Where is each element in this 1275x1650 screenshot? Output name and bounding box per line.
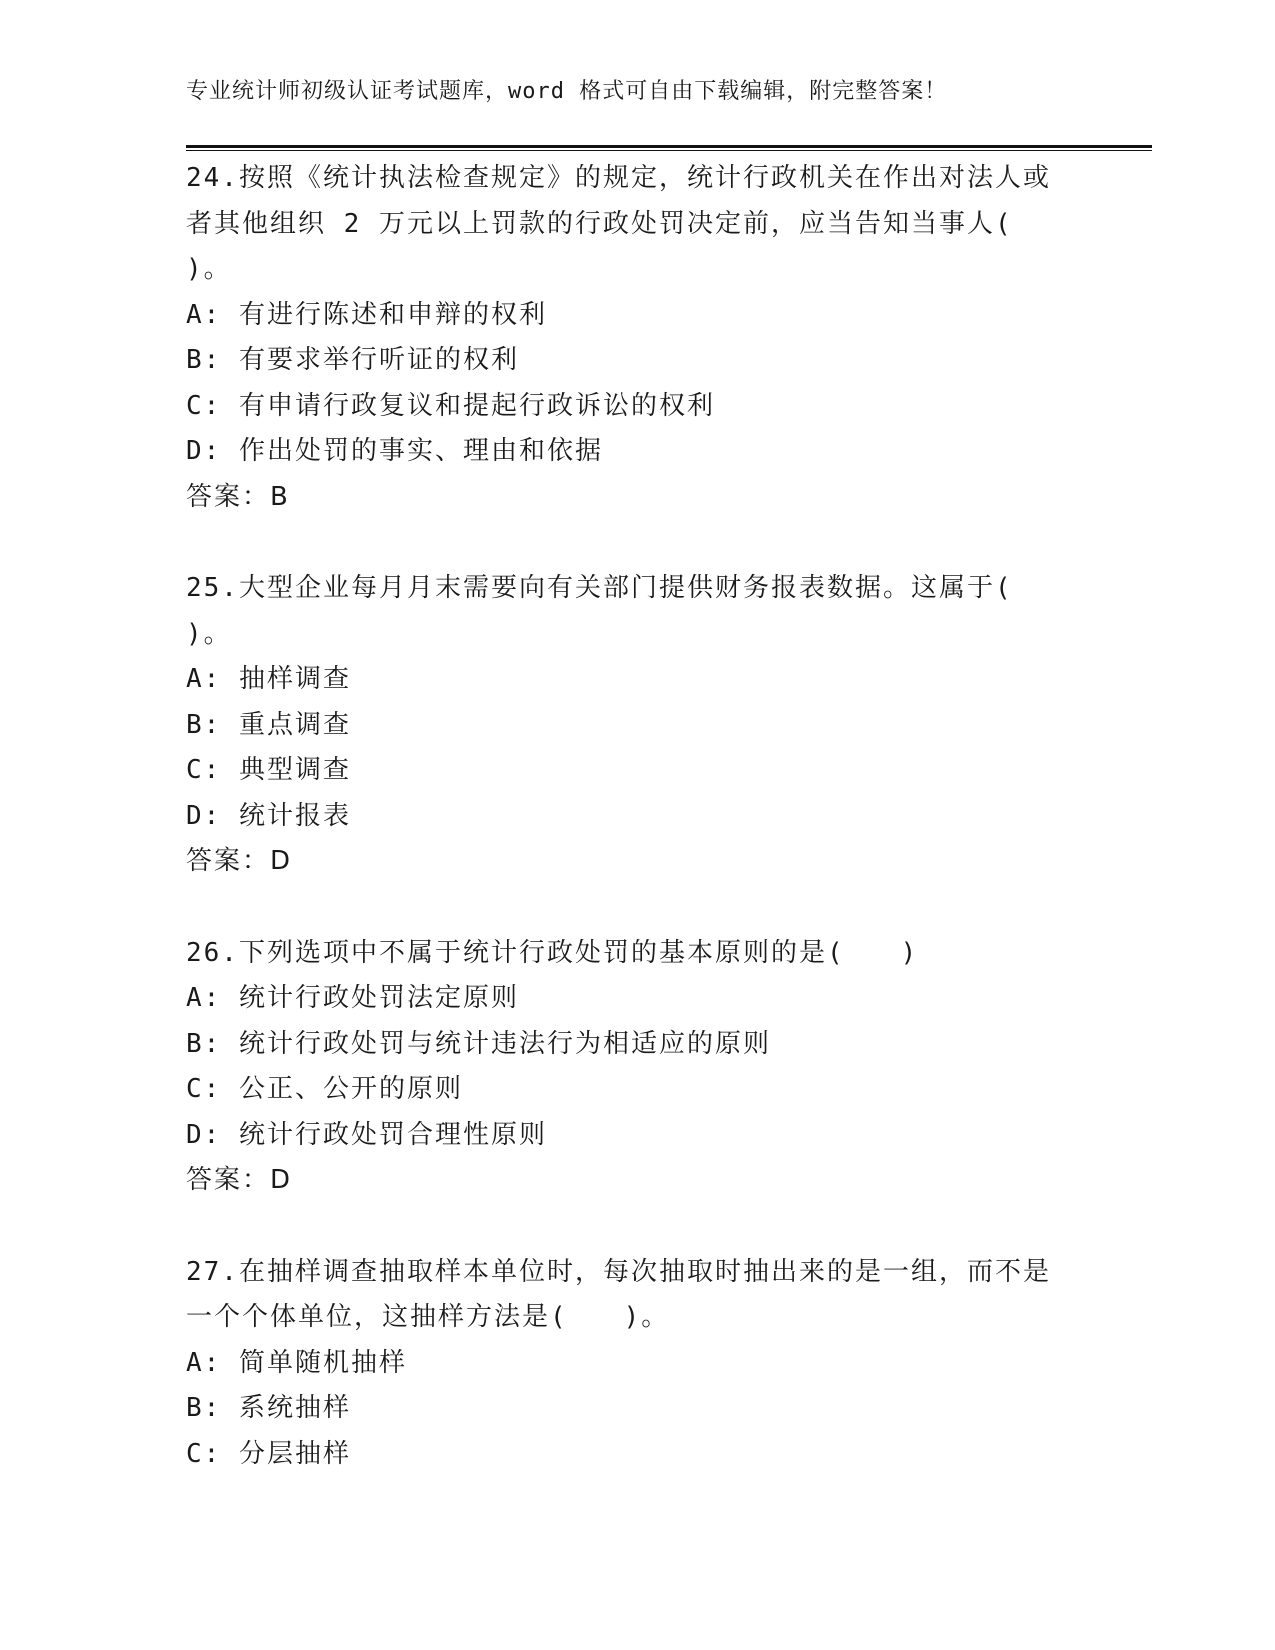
question-25	[186, 566, 1086, 885]
option-c: C: 分层抽样	[186, 1438, 351, 1469]
question-27	[186, 1250, 1086, 1478]
option-a: A: 简单随机抽样	[186, 1347, 407, 1378]
option-b: B: 统计行政处罚与统计违法行为相适应的原则	[186, 1028, 771, 1059]
option-b: B: 重点调查	[186, 709, 351, 740]
question-text: 26.下列选项中不属于统计行政处罚的基本原则的是( )	[186, 937, 919, 968]
question-list	[186, 156, 1086, 1477]
question-text: 一个个体单位，这抽样方法是( )。	[186, 1302, 670, 1332]
page-header: 专业统计师初级认证考试题库，word 格式可自由下载编辑，附完整答案！	[186, 79, 948, 104]
answer: 答案：D	[186, 1165, 293, 1195]
question-text: 25.大型企业每月月末需要向有关部门提供财务报表数据。这属于(	[186, 573, 1013, 603]
header-divider-thin	[186, 150, 1152, 151]
option-d: D: 统计行政处罚合理性原则	[186, 1119, 547, 1150]
question-text: 27.在抽样调查抽取样本单位时，每次抽取时抽出来的是一组，而不是	[186, 1256, 1051, 1287]
header-divider	[186, 145, 1152, 148]
question-text: 者其他组织 2 万元以上罚款的行政处罚决定前，应当告知当事人(	[186, 208, 1013, 239]
option-c: C: 公正、公开的原则	[186, 1074, 463, 1104]
option-d: D: 统计报表	[186, 800, 351, 831]
option-a: A: 抽样调查	[186, 664, 351, 694]
option-b: B: 有要求举行听证的权利	[186, 345, 519, 375]
question-24	[186, 156, 1086, 520]
option-c: C: 典型调查	[186, 755, 351, 785]
option-c: C: 有申请行政复议和提起行政诉讼的权利	[186, 390, 715, 421]
option-a: A: 统计行政处罚法定原则	[186, 983, 519, 1013]
answer: 答案：B	[186, 481, 290, 512]
option-a: A: 有进行陈述和申辩的权利	[186, 299, 547, 330]
option-d: D: 作出处罚的事实、理由和依据	[186, 436, 603, 466]
answer: 答案：D	[186, 846, 293, 876]
option-b: B: 系统抽样	[186, 1393, 351, 1423]
question-text: )。	[186, 254, 232, 284]
question-text: 24.按照《统计执法检查规定》的规定，统计行政机关在作出对法人或	[186, 163, 1051, 193]
question-text: )。	[186, 618, 232, 649]
question-26	[186, 931, 1086, 1204]
